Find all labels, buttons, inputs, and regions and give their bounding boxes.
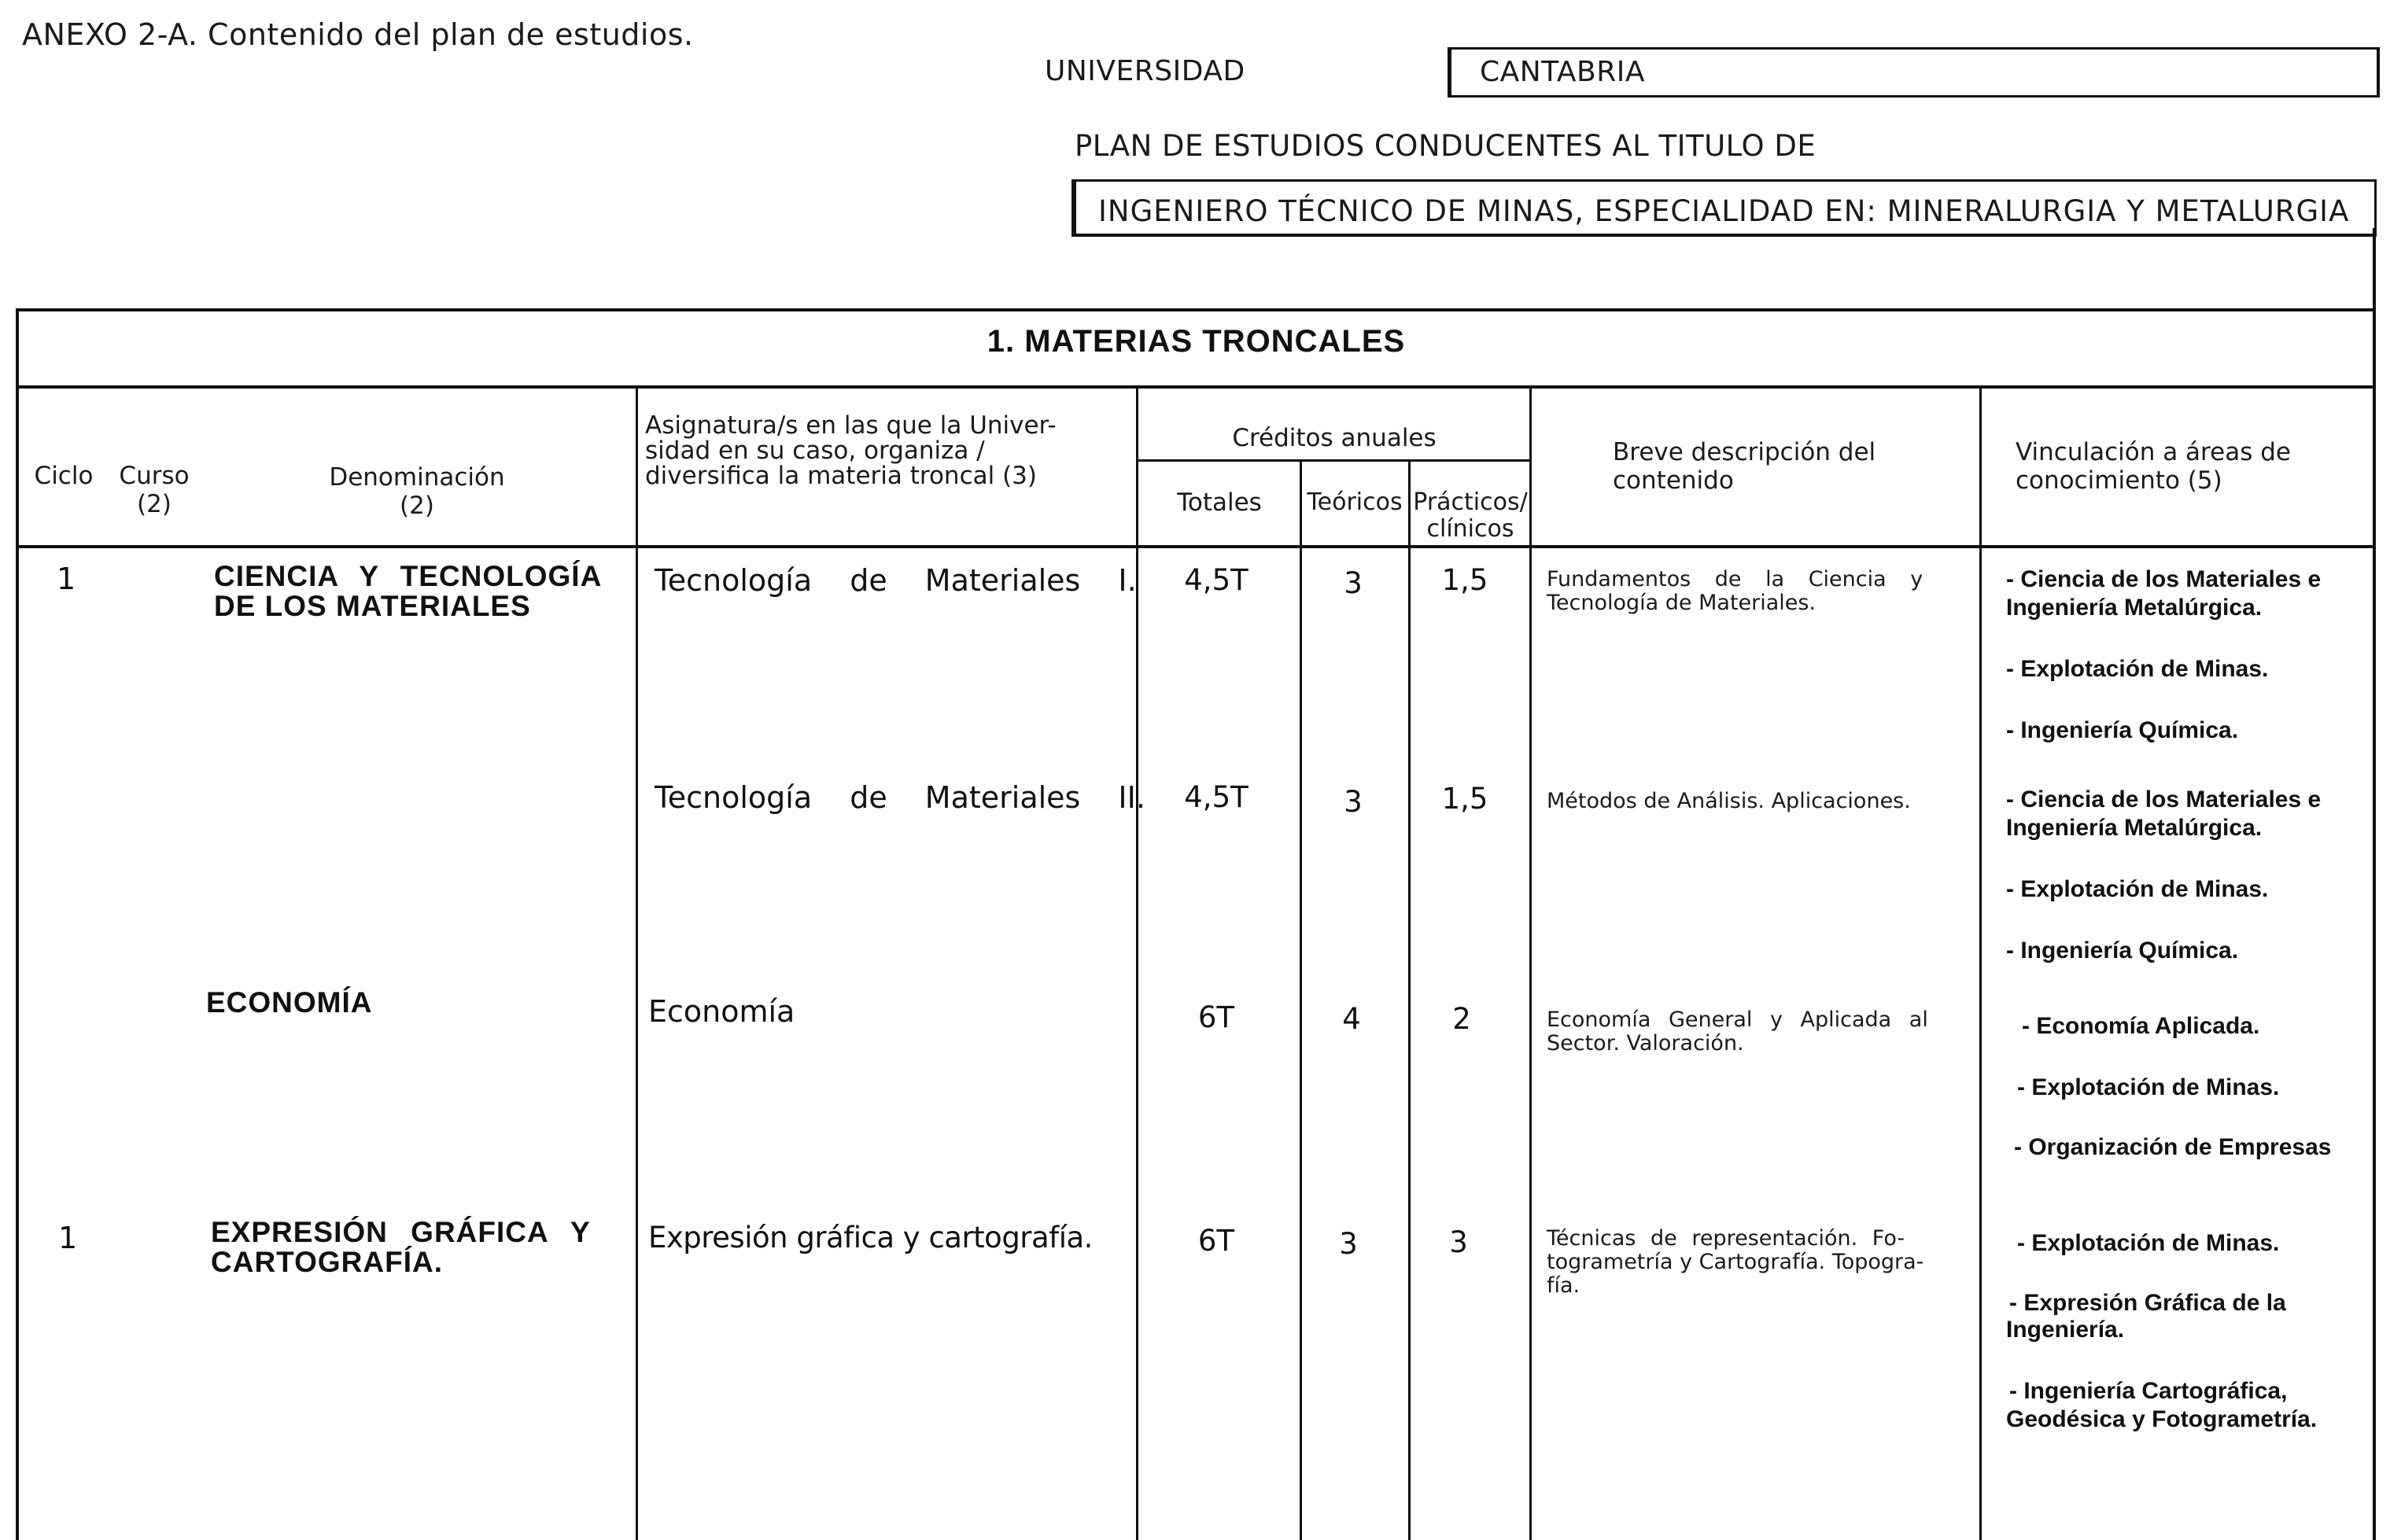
asignatura: Tecnología de Materiales II. [655, 780, 1145, 815]
ciclo-value: 1 [58, 1221, 78, 1255]
area-item: - Ingeniería Cartográfica, [2009, 1378, 2288, 1404]
col-divider-6 [1979, 389, 1982, 1540]
creditos-totales: 6T [1197, 1224, 1235, 1258]
creditos-practicos: 1,5 [1441, 782, 1488, 816]
area-item: - Organización de Empresas [2014, 1134, 2332, 1160]
asignatura: Tecnología de Materiales I. [655, 563, 1137, 598]
section-title-border [17, 385, 2375, 389]
col-divider-1 [636, 389, 638, 1540]
area-item: - Economía Aplicada. [2022, 1013, 2260, 1039]
creditos-totales: 4,5T [1184, 563, 1248, 597]
header-row-border [17, 545, 2375, 548]
area-item: - Explotación de Minas. [2017, 1074, 2280, 1100]
col-header-totales: Totales [1177, 488, 1262, 517]
denominacion [211, 1218, 625, 1277]
area-item: - Explotación de Minas. [2017, 1230, 2280, 1256]
area-item: Geodésica y Fotogrametría. [2006, 1406, 2318, 1432]
col-header-denominacion-note: (2) [400, 492, 434, 520]
section-title: 1. MATERIAS TRONCALES [987, 324, 1406, 359]
area-item: - Ciencia de los Materiales e [2006, 566, 2322, 592]
denominacion-line: DE LOS MATERIALES [214, 590, 531, 622]
table-left-border [16, 308, 19, 1540]
degree-box [1071, 179, 2377, 237]
col-header-asignatura-3: diversifica la materia troncal (3) [645, 462, 1037, 490]
creditos-practicos: 1,5 [1441, 563, 1488, 597]
area-item: - Explotación de Minas. [2006, 656, 2269, 682]
col-header-vinculacion-1: Vinculación a áreas de [2016, 438, 2291, 466]
descripcion [1547, 568, 1968, 615]
col-divider-5 [1529, 389, 1532, 1540]
area-item: Ingeniería. [2006, 1317, 2125, 1343]
denominacion-line: EXPRESIÓN GRÁFICA Y [211, 1216, 591, 1248]
descripcion-line: Técnicas de representación. Fo- [1547, 1226, 1905, 1251]
creditos-teoricos: 3 [1339, 1227, 1358, 1261]
annex-title: ANEXO 2-A. Contenido del plan de estudios. [22, 17, 694, 52]
descripcion [1547, 1008, 1968, 1056]
col-header-asignatura-1: Asignatura/s en las que la Univer- [645, 411, 1057, 440]
area-item: - Ingeniería Química. [2006, 717, 2239, 743]
asignatura: Economía [648, 994, 795, 1029]
descripcion-line: Sector. Valoración. [1547, 1031, 1744, 1056]
area-item: Ingeniería Metalúrgica. [2006, 595, 2263, 621]
creditos-subheader-border [1138, 459, 1531, 462]
col-divider-3 [1300, 461, 1302, 1540]
denominacion-line: ECONOMÍA [206, 986, 373, 1019]
col-header-ciclo: Ciclo [34, 462, 94, 490]
descripcion-line: Tecnología de Materiales. [1547, 591, 1816, 615]
col-header-teoricos: Teóricos [1307, 488, 1403, 516]
university-box [1448, 47, 2380, 98]
descripcion-line: fía. [1547, 1273, 1580, 1298]
col-header-creditos: Créditos anuales [1232, 424, 1437, 452]
creditos-teoricos: 3 [1344, 566, 1363, 600]
creditos-practicos: 3 [1449, 1225, 1468, 1259]
col-header-curso-note: (2) [137, 490, 172, 518]
asignatura: Expresión gráfica y cartografía. [648, 1221, 1093, 1254]
ciclo-value: 1 [57, 562, 76, 596]
creditos-teoricos: 4 [1342, 1002, 1361, 1036]
descripcion [1547, 1227, 1968, 1298]
university-value: CANTABRIA [1480, 56, 1645, 88]
area-item: - Expresión Gráfica de la [2009, 1290, 2286, 1316]
col-header-practicos-1: Prácticos/ [1413, 488, 1528, 516]
col-header-vinculacion-2: conocimiento (5) [2016, 466, 2222, 495]
col-header-descripcion-2: contenido [1613, 466, 1734, 495]
descripcion-line: Fundamentos de la Ciencia y [1547, 567, 1923, 591]
descripcion-line: togrametría y Cartografía. Topogra- [1547, 1250, 1924, 1274]
area-item: - Ingeniería Química. [2006, 938, 2239, 963]
col-header-descripcion-1: Breve descripción del [1613, 438, 1876, 466]
col-header-denominacion: Denominación [329, 463, 505, 492]
table-top-border [17, 308, 2375, 311]
creditos-totales: 4,5T [1184, 780, 1248, 814]
creditos-teoricos: 3 [1344, 785, 1363, 819]
col-header-asignatura-2: sidad en su caso, organiza / [645, 437, 985, 465]
area-item: Ingeniería Metalúrgica. [2006, 815, 2263, 841]
denominacion-line: CIENCIA Y TECNOLOGÍA [214, 560, 603, 592]
denominacion-line: CARTOGRAFÍA. [211, 1246, 443, 1278]
descripcion-line: Métodos de Análisis. Aplicaciones. [1547, 789, 1911, 813]
creditos-practicos: 2 [1452, 1002, 1471, 1036]
university-label: UNIVERSIDAD [1045, 55, 1245, 87]
col-header-practicos-2: clínicos [1426, 515, 1514, 543]
col-divider-2 [1136, 389, 1138, 1540]
area-item: - Explotación de Minas. [2006, 876, 2269, 902]
col-divider-4 [1408, 461, 1411, 1540]
area-item: - Ciencia de los Materiales e [2006, 787, 2322, 812]
degree-value: INGENIERO TÉCNICO DE MINAS, ESPECIALIDAD EN: MINERALURGIA Y METALURGIA [1098, 194, 2350, 228]
table-right-border [2373, 228, 2376, 1540]
denominacion [214, 562, 628, 621]
descripcion-line: Economía General y Aplicada al [1547, 1008, 1928, 1032]
plan-label: PLAN DE ESTUDIOS CONDUCENTES AL TITULO DE [1075, 129, 1816, 163]
col-header-curso: Curso [119, 462, 190, 490]
creditos-totales: 6T [1197, 1000, 1235, 1034]
denominacion [206, 988, 620, 1018]
descripcion [1547, 790, 1968, 813]
